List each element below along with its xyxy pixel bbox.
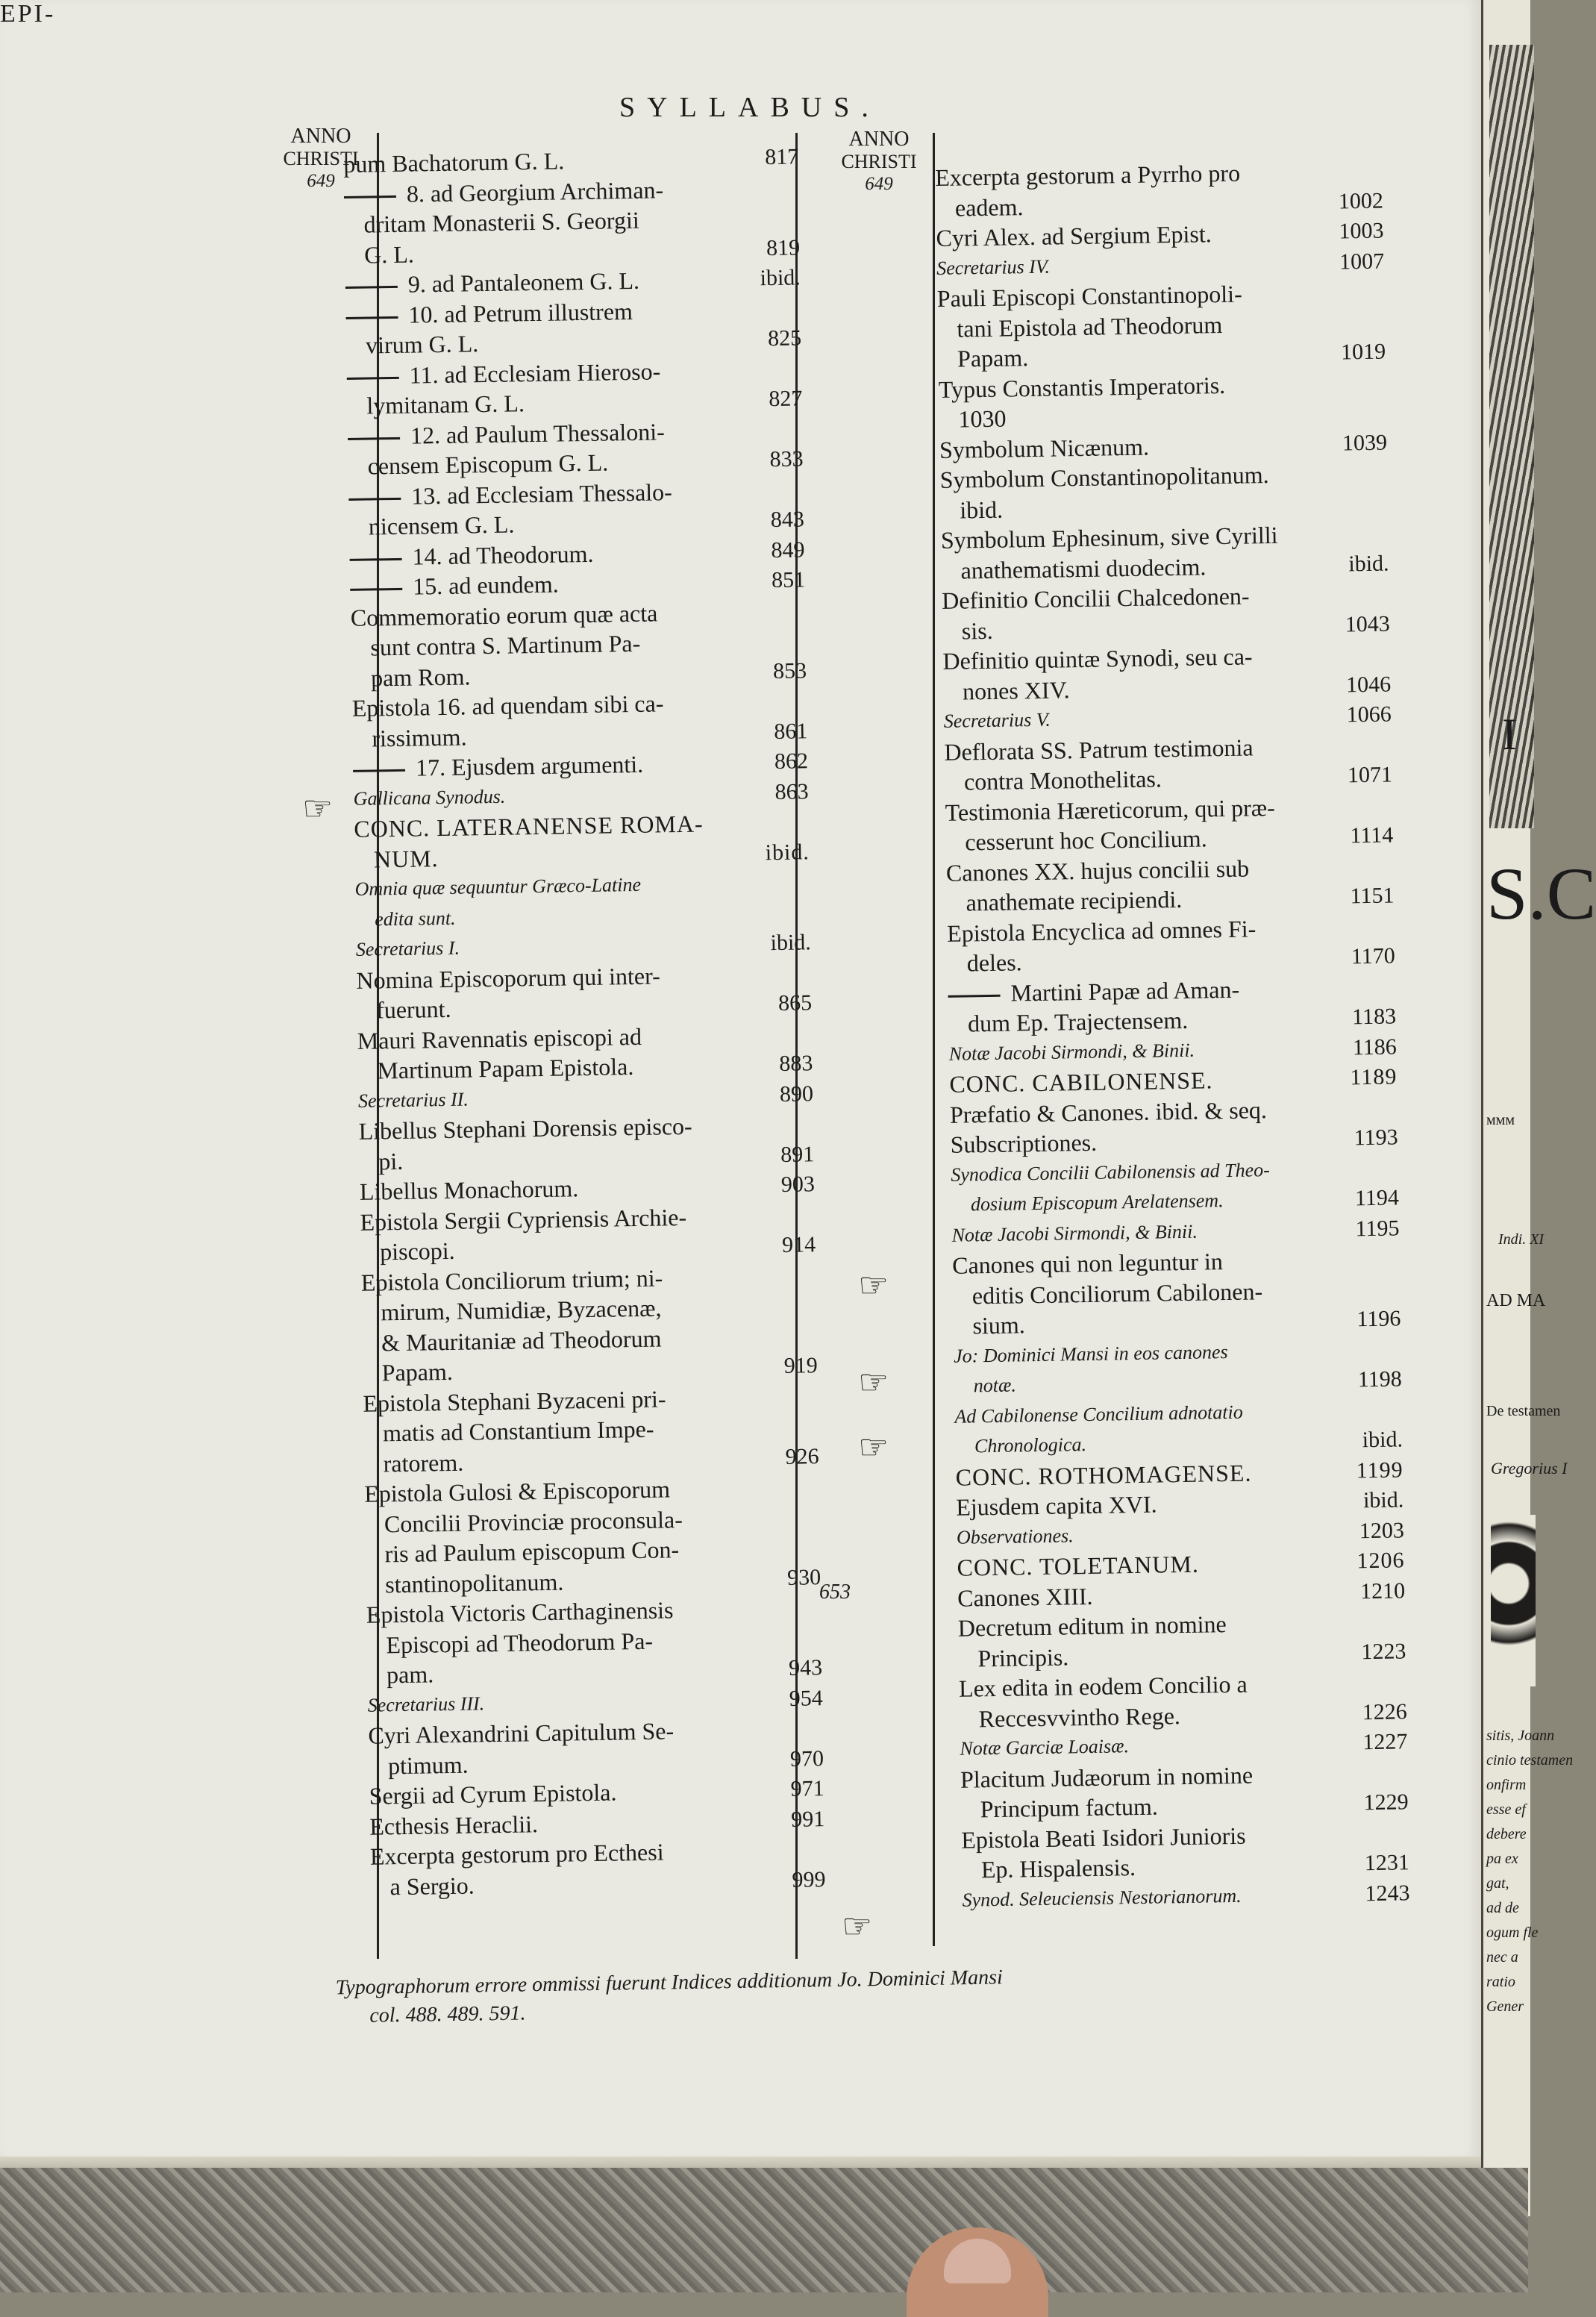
entry-text: matis ad Constantium Impe- <box>382 1415 654 1447</box>
entry-text: Chronologica. <box>974 1433 1087 1457</box>
entry-text: mirum, Numidiæ, Byzacenæ, <box>381 1294 662 1326</box>
column-reference: 891 <box>780 1141 815 1167</box>
column-reference: 1198 <box>1357 1366 1402 1392</box>
syllabus-entry <box>370 1834 826 1902</box>
column-reference: 914 <box>781 1232 816 1257</box>
column-reference: 943 <box>788 1655 823 1680</box>
column-reference: 825 <box>767 325 802 351</box>
column-reference: 1226 <box>1362 1698 1407 1725</box>
entry-text: ibid. <box>960 495 1004 524</box>
facing-page <box>1481 0 1596 2216</box>
entry-text: ris ad Paulum episcopum Con- <box>384 1536 680 1568</box>
entry-text: Epistola Victoris Carthaginensis <box>366 1596 674 1628</box>
entry-text: cesserunt hoc Concilium. <box>965 825 1207 856</box>
facing-body-line: onfirm <box>1486 1777 1527 1793</box>
facing-word: Gregorius I <box>1491 1459 1568 1478</box>
column-reference: 1194 <box>1354 1185 1400 1211</box>
entry-text: editis Conciliorum Cabilonen- <box>971 1277 1263 1309</box>
syllabus-entry <box>357 1019 813 1086</box>
column-reference: 1199 <box>1356 1457 1403 1483</box>
entry-text: Concilii Provinciæ proconsula- <box>384 1505 683 1537</box>
entry-text: sis. <box>961 616 993 645</box>
column-reference: ibid. <box>1362 1487 1404 1513</box>
syllabus-entry <box>938 367 1386 434</box>
entry-text: Ejusdem capita XVI. <box>956 1490 1157 1521</box>
syllabus-entry <box>345 293 801 361</box>
syllabus-entry <box>351 686 807 754</box>
column-reference: 930 <box>786 1564 822 1590</box>
syllabus-entry <box>346 354 802 422</box>
syllabus-entry <box>958 1606 1406 1673</box>
syllabus-entry <box>944 730 1392 797</box>
column-reference: 827 <box>769 386 803 412</box>
entry-text: Epistola Gulosi & Episcoporum <box>364 1475 671 1507</box>
column-reference: 849 <box>771 537 805 563</box>
syllabus-entry <box>954 1395 1403 1462</box>
column-reference: 1223 <box>1361 1638 1406 1664</box>
entry-text: Symbolum Ephesinum, sive Cyrilli <box>940 521 1278 554</box>
entry-text: stantinopolitanum. <box>384 1568 564 1598</box>
column-reference: 1196 <box>1356 1306 1401 1332</box>
entry-text: Canones XIII. <box>957 1582 1093 1612</box>
entry-text: Principis. <box>977 1642 1069 1672</box>
entry-text: dosium Episcopum Arelatensem. <box>970 1189 1224 1216</box>
column-reference: 1007 <box>1339 248 1385 274</box>
entry-text: Synodica Concilii Cabilonensis ad Theo- <box>951 1158 1271 1186</box>
syllabus-entry <box>942 579 1390 646</box>
facing-body-text <box>1486 1724 1573 2019</box>
syllabus-entry <box>942 639 1391 706</box>
entry-text: Deflorata SS. Patrum testimonia <box>944 733 1254 766</box>
column-reference: 1227 <box>1362 1729 1408 1755</box>
entry-text: Decretum editum in nomine <box>957 1610 1227 1642</box>
entry-text: 17. Ejusdem argumenti. <box>415 750 644 781</box>
syllabus-entry <box>354 867 810 935</box>
syllabus-entry <box>348 414 804 482</box>
syllabus-column-right <box>935 156 1410 1916</box>
facing-word: AD MA <box>1486 1291 1546 1310</box>
entry-text: Canones qui non leguntur in <box>951 1248 1224 1279</box>
entry-text: anathematismi duodecim. <box>960 552 1207 584</box>
entry-text: contra Monothelitas. <box>963 765 1162 795</box>
column-reference: ibid. <box>765 839 810 865</box>
facing-body-line: ad de <box>1486 1900 1519 1916</box>
pointing-hand-icon: ☞ <box>858 1427 889 1467</box>
entry-text: NUM. <box>373 844 439 872</box>
entry-text: Notæ Jacobi Sirmondi, & Binii. <box>951 1220 1198 1246</box>
entry-text: Epistola Encyclica ad omnes Fi- <box>946 914 1257 947</box>
entry-text: lymitanam G. L. <box>366 390 525 419</box>
syllabus-entry <box>946 851 1395 918</box>
column-reference: ibid. <box>760 265 801 291</box>
syllabus-entry <box>354 807 810 875</box>
column-reference: 1203 <box>1359 1517 1405 1543</box>
syllabus-entry <box>937 277 1386 375</box>
syllabus-entry <box>951 1153 1399 1220</box>
entry-text: ptimum. <box>387 1751 469 1779</box>
column-reference: 903 <box>780 1172 816 1197</box>
catchword: EPI- <box>0 0 56 28</box>
entry-text: Subscriptiones. <box>950 1128 1098 1158</box>
christi-label: CHRISTI <box>283 148 359 169</box>
entry-text: 11. ad Ecclesiam Hieroso- <box>409 357 661 389</box>
entry-text: dum Ep. Trajectensem. <box>967 1006 1189 1037</box>
entry-text: Ad Cabilonense Concilium adnotatio <box>954 1401 1243 1428</box>
syllabus-entry <box>959 1666 1407 1733</box>
entry-text: Epistola Stephani Byzaceni pri- <box>363 1384 666 1417</box>
margin-year: 653 <box>819 1580 851 1604</box>
syllabus-entry <box>960 1757 1409 1824</box>
running-title: SYLLABUS. <box>619 92 880 123</box>
syllabus-entry <box>941 519 1389 586</box>
entry-text: Notæ Garciæ Loaisæ. <box>960 1735 1130 1760</box>
facing-letter: I <box>1502 710 1517 759</box>
syllabus-entry <box>948 972 1396 1039</box>
entry-text: nones XIV. <box>962 675 1070 705</box>
column-reference: 1210 <box>1359 1578 1406 1604</box>
facing-body-line: debere <box>1486 1826 1527 1842</box>
entry-text: G. L. <box>363 240 415 269</box>
pointing-hand-icon: ☞ <box>302 788 334 828</box>
column-reference: 1002 <box>1338 188 1384 214</box>
entry-text: CONC. LATERANENSE ROMA- <box>354 810 704 842</box>
syllabus-entry <box>952 1243 1401 1341</box>
entry-text: Nomina Episcoporum qui inter- <box>356 961 661 994</box>
anno-year: 649 <box>307 171 335 191</box>
column-reference: 1189 <box>1350 1064 1398 1090</box>
column-reference: 833 <box>769 446 804 472</box>
entry-text: CONC. ROTHOMAGENSE. <box>955 1459 1252 1491</box>
syllabus-entry <box>356 958 812 1026</box>
footnote <box>335 1960 1231 2031</box>
entry-text: pum Bachatorum G. L. <box>343 147 565 178</box>
syllabus-entry <box>348 475 804 542</box>
facing-body-line: sitis, Joann <box>1486 1727 1555 1744</box>
column-reference: 883 <box>779 1051 813 1076</box>
entry-text: 13. ad Ecclesiam Thessalo- <box>411 478 673 510</box>
column-reference: 890 <box>779 1081 814 1107</box>
entry-text: Ecthesis Heraclii. <box>369 1810 539 1840</box>
entry-text: Mauri Ravennatis episcopi ad <box>357 1022 642 1054</box>
anno-label: ANNO <box>848 128 910 151</box>
facing-body-line: gat, <box>1486 1875 1509 1892</box>
entry-text: Synod. Seleuciensis Nestorianorum. <box>962 1884 1242 1911</box>
entry-text: 1030 <box>958 404 1007 433</box>
entry-text: sunt contra S. Martinum Pa- <box>370 629 641 661</box>
column-reference: 1151 <box>1350 883 1395 909</box>
column-reference: 865 <box>777 990 813 1016</box>
entry-line <box>962 1878 1410 1916</box>
column-reference: 863 <box>774 778 809 804</box>
column-reference: 1066 <box>1346 701 1392 728</box>
entry-text: 12. ad Paulum Thessaloni- <box>410 417 665 449</box>
column-reference: 1114 <box>1350 822 1394 848</box>
entry-text: 14. ad Theodorum. <box>412 540 594 570</box>
entry-text: Symbolum Nicænum. <box>939 433 1150 463</box>
column-reference: 1003 <box>1339 218 1384 244</box>
entry-text: eadem. <box>954 193 1024 222</box>
footnote-line: Typographorum errore ommissi fuerunt Indices additionum Jo. Dominici Mansi <box>335 1966 1004 2000</box>
entry-text: fuerunt. <box>375 995 451 1024</box>
entry-text: Libellus Stephani Dorensis episco- <box>358 1112 692 1145</box>
entry-text: Secretarius II. <box>357 1088 469 1112</box>
ornamental-initial <box>1491 1515 1536 1686</box>
entry-text: Episcopi ad Theodorum Pa- <box>386 1627 654 1658</box>
syllabus-entry <box>945 790 1393 857</box>
column-reference: 1043 <box>1345 611 1391 637</box>
facing-letter: S.C <box>1486 852 1596 935</box>
entry-text: Commemoratio eorum quæ acta <box>350 598 658 631</box>
facing-body-line: ratio <box>1486 1974 1515 1990</box>
facing-body-line: cinio testamen <box>1486 1752 1574 1769</box>
entry-text: tani Epistola ad Theodorum <box>957 310 1223 343</box>
entry-text: Cyri Alexandrini Capitulum Se- <box>368 1717 675 1749</box>
column-reference: 1186 <box>1352 1034 1397 1060</box>
syllabus-column-left <box>343 142 826 1901</box>
entry-text: Symbolum Constantinopolitanum. <box>939 461 1269 493</box>
syllabus-entry <box>366 1592 823 1690</box>
entry-text: Libellus Monachorum. <box>359 1175 579 1205</box>
facing-ornament-row: ᴍᴍᴍ <box>1486 1112 1515 1128</box>
entry-text: Secretarius III. <box>367 1692 485 1716</box>
column-reference: 1195 <box>1355 1215 1400 1241</box>
column-reference: 1243 <box>1365 1880 1410 1906</box>
column-reference: 1019 <box>1340 339 1386 365</box>
syllabus-entry <box>947 911 1395 978</box>
anno-christi-right <box>823 128 935 196</box>
column-reference: 991 <box>790 1806 825 1832</box>
entry-text: Sergii ad Cyrum Epistola. <box>369 1778 617 1810</box>
entry-text: Omnia quæ sequuntur Græco-Latine <box>354 873 642 900</box>
entry-text: 9. ad Pantaleonem G. L. <box>407 266 640 298</box>
entry-text: Jo: Dominici Mansi in eos canones <box>953 1340 1228 1367</box>
pointing-hand-icon: ☞ <box>842 1906 873 1946</box>
entry-text: Martinum Papam Epistola. <box>377 1053 634 1084</box>
entry-text: nicensem G. L. <box>368 510 515 540</box>
column-reference: 819 <box>766 234 801 260</box>
entry-text: 8. ad Georgium Archiman- <box>406 175 664 207</box>
entry-text: 10. ad Petrum illustrem <box>408 297 633 328</box>
entry-text: Lex edita in eodem Concilio a <box>958 1670 1248 1702</box>
footnote-line: col. 488. 489. 591. <box>369 2001 526 2027</box>
column-reference: 1039 <box>1342 430 1388 455</box>
entry-text: Cyri Alex. ad Sergium Epist. <box>936 220 1212 251</box>
column-reference: 853 <box>772 657 807 684</box>
column-reference: 1229 <box>1363 1789 1409 1816</box>
column-reference: 999 <box>792 1866 826 1892</box>
entry-text: edita sunt. <box>374 907 456 930</box>
entry-text: Martini Papæ ad Aman- <box>1010 975 1240 1007</box>
syllabus-entry <box>954 1334 1402 1401</box>
column-reference: ibid. <box>1348 551 1389 576</box>
column-reference: 861 <box>774 718 808 744</box>
entry-text: Papam. <box>381 1357 454 1386</box>
facing-body-line: nec a <box>1486 1949 1518 1966</box>
column-reference: 1231 <box>1364 1850 1410 1876</box>
carpet-background <box>0 2168 1528 2292</box>
facing-word: Indi. XI <box>1498 1231 1545 1248</box>
syllabus-entry <box>360 1200 816 1268</box>
entry-text: pam. <box>386 1660 434 1689</box>
entry-text: Epistola Beati Isidori Junioris <box>961 1822 1246 1854</box>
column-reference: 954 <box>789 1685 823 1711</box>
column-reference: 817 <box>764 144 799 170</box>
column-reference: 1183 <box>1351 1004 1397 1030</box>
entry-text: virum G. L. <box>365 330 479 359</box>
syllabus-entry <box>935 156 1383 223</box>
christi-label: CHRISTI <box>841 151 917 172</box>
column-reference: 1170 <box>1351 943 1396 969</box>
entry-text: CONC. CABILONENSE. <box>949 1066 1213 1098</box>
facing-word: De testamen <box>1486 1403 1561 1419</box>
column-reference: 843 <box>770 507 805 533</box>
entry-text: Principum factum. <box>980 1792 1159 1823</box>
entry-text: CONC. TOLETANUM. <box>957 1550 1200 1581</box>
entry-text: Observationes. <box>956 1524 1074 1548</box>
entry-text: Pauli Episcopi Constantinopoli- <box>936 280 1242 312</box>
column-reference: ibid. <box>1362 1427 1403 1453</box>
entry-text: Epistola Conciliorum trium; ni- <box>360 1263 663 1296</box>
entry-text: piscopi. <box>379 1236 455 1266</box>
syllabus-entry <box>962 1878 1410 1916</box>
entry-text: Secretarius I. <box>355 937 460 960</box>
entry-text: deles. <box>966 948 1022 977</box>
entry-text: Excerpta gestorum pro Ecthesi <box>369 1838 664 1870</box>
anno-year: 649 <box>865 174 893 194</box>
syllabus-entry <box>364 1472 821 1600</box>
syllabus-entry <box>351 595 807 693</box>
entry-text: Epistola 16. ad quendam sibi ca- <box>351 690 664 722</box>
entry-text: Ep. Hispalensis. <box>980 1854 1136 1883</box>
column-reference: 926 <box>785 1443 819 1469</box>
pointing-hand-icon: ☞ <box>858 1265 889 1305</box>
syllabus-entry <box>361 1260 818 1389</box>
entry-text: Secretarius IV. <box>936 255 1051 279</box>
syllabus-entry <box>368 1713 824 1781</box>
entry-text: notæ. <box>973 1374 1017 1397</box>
column-reference: 862 <box>774 748 809 775</box>
entry-text: dritam Monasterii S. Georgii <box>363 206 639 238</box>
column-reference: 919 <box>783 1353 818 1378</box>
entry-text: anathemate recipiendi. <box>966 885 1183 916</box>
entry-text: Definitio quintæ Synodi, seu ca- <box>942 642 1253 675</box>
syllabus-entry <box>363 1381 819 1479</box>
syllabus-entry <box>939 458 1388 525</box>
anno-label: ANNO <box>290 125 351 148</box>
entry-text: Typus Constantis Imperatoris. <box>938 371 1226 403</box>
entry-text: Reccesvvintho Rege. <box>978 1701 1181 1732</box>
entry-text: sium. <box>972 1311 1025 1339</box>
pointing-hand-icon: ☞ <box>858 1362 889 1402</box>
entry-text: Præfatio & Canones. ibid. & seq. <box>949 1095 1268 1128</box>
entry-text: Definitio Concilii Chalcedonen- <box>941 582 1250 614</box>
column-rule <box>933 133 935 1946</box>
column-reference: 1046 <box>1345 671 1392 697</box>
facing-body-line: esse ef <box>1486 1801 1526 1818</box>
entry-text: 15. ad eundem. <box>412 570 559 600</box>
entry-text: Secretarius V. <box>943 708 1051 732</box>
entry-text: Notæ Jacobi Sirmondi, & Binii. <box>948 1039 1195 1065</box>
syllabus-entry <box>961 1818 1409 1885</box>
column-reference: 970 <box>789 1745 824 1772</box>
column-reference: 1071 <box>1347 762 1393 788</box>
column-reference: ibid. <box>770 930 812 956</box>
entry-text: Canones XX. hujus concilii sub <box>945 854 1250 887</box>
entry-text: Gallicana Synodus. <box>353 785 506 810</box>
facing-body-line: ogum fle <box>1486 1924 1539 1941</box>
column-reference: 1193 <box>1354 1125 1398 1151</box>
entry-text: Excerpta gestorum a Pyrrho pro <box>935 159 1241 191</box>
entry-text: Testimonia Hæreticorum, qui præ- <box>945 793 1276 826</box>
column-reference: 851 <box>771 567 806 593</box>
entry-text: & Mauritaniæ ad Theodorum <box>381 1325 662 1356</box>
entry-text: pam Rom. <box>370 662 471 692</box>
entry-text: ratorem. <box>383 1448 464 1477</box>
entry-text: a Sergio. <box>389 1872 475 1900</box>
entry-text: pi. <box>378 1147 404 1175</box>
syllabus-entry <box>344 172 801 270</box>
entry-text: Placitum Judæorum in nomine <box>960 1761 1254 1793</box>
column-reference: 971 <box>790 1776 824 1801</box>
entry-text: censem Episcopum G. L. <box>367 448 609 480</box>
facing-body-line: pa ex <box>1486 1851 1518 1867</box>
entry-text: Papam. <box>957 344 1029 372</box>
entry-text: rissimum. <box>372 722 467 751</box>
entry-text: Epistola Sergii Cypriensis Archie- <box>360 1203 687 1236</box>
syllabus-entry <box>358 1109 814 1177</box>
facing-body-line: Gener <box>1486 1998 1524 2015</box>
column-reference: 1206 <box>1356 1548 1405 1574</box>
